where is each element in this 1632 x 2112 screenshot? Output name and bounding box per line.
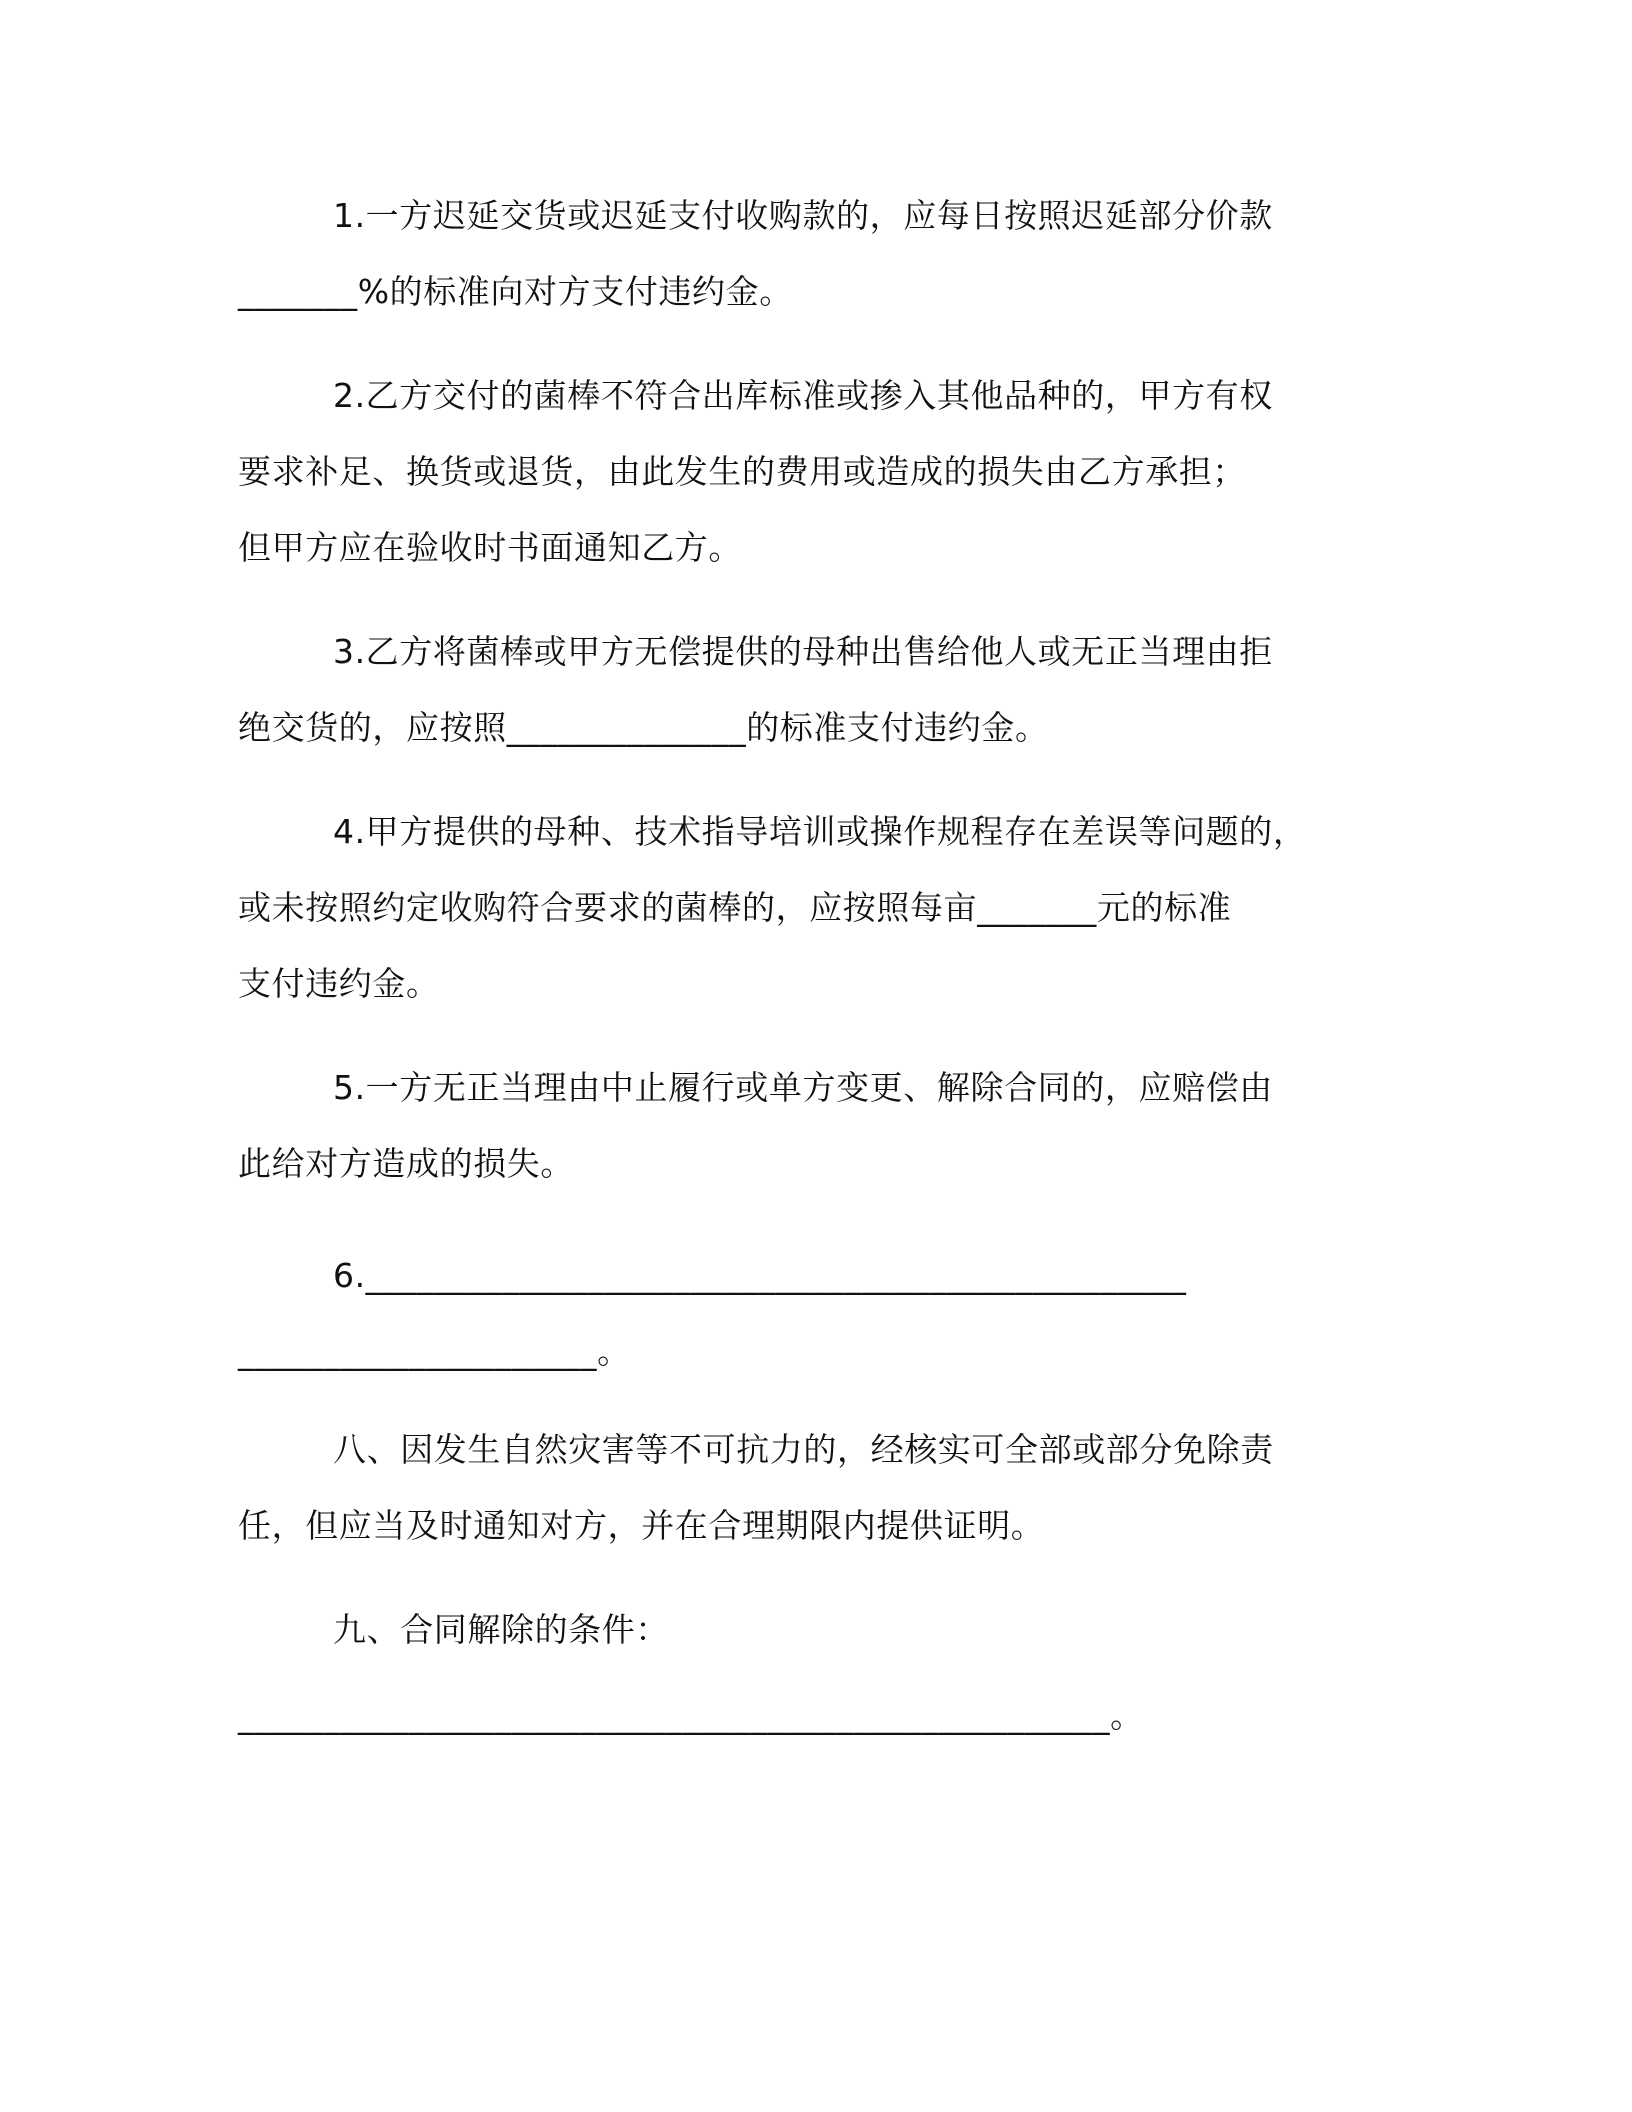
section-9-line-2: ___________________________________________________。: [238, 1696, 1144, 1735]
clause-1-line-1: 1.一方迟延交货或迟延支付收购款的，应每日按照迟延部分价款: [333, 196, 1273, 235]
clause-5-line-2: 此给对方造成的损失。: [238, 1144, 574, 1183]
clause-2-line-2: 要求补足、换货或退货，由此发生的费用或造成的损失由乙方承担；: [238, 452, 1246, 491]
clause-3-line-2: 绝交货的，应按照______________的标准支付违约金。: [238, 708, 1049, 747]
clause-1-line-2: _______%的标准向对方支付违约金。: [238, 272, 793, 311]
section-8-line-1: 八、因发生自然灾害等不可抗力的，经核实可全部或部分免除责: [333, 1430, 1274, 1469]
clause-6-line-1: 6.________________________________________________: [333, 1256, 1187, 1295]
clause-6-line-2: _____________________。: [238, 1332, 631, 1371]
clause-5-line-1: 5.一方无正当理由中止履行或单方变更、解除合同的，应赔偿由: [333, 1068, 1273, 1107]
clause-2-line-1: 2.乙方交付的菌棒不符合出库标准或掺入其他品种的，甲方有权: [333, 376, 1273, 415]
clause-4-line-1: 4.甲方提供的母种、技术指导培训或操作规程存在差误等问题的，: [333, 812, 1307, 851]
clause-4-line-3: 支付违约金。: [238, 964, 440, 1003]
clause-4-line-2: 或未按照约定收购符合要求的菌棒的，应按照每亩_______元的标准: [238, 888, 1232, 927]
section-8-line-2: 任，但应当及时通知对方，并在合理期限内提供证明。: [238, 1506, 1045, 1545]
clause-3-line-1: 3.乙方将菌棒或甲方无偿提供的母种出售给他人或无正当理由拒: [333, 632, 1273, 671]
section-9-line-1: 九、合同解除的条件：: [333, 1610, 669, 1649]
clause-2-line-3: 但甲方应在验收时书面通知乙方。: [238, 528, 742, 567]
